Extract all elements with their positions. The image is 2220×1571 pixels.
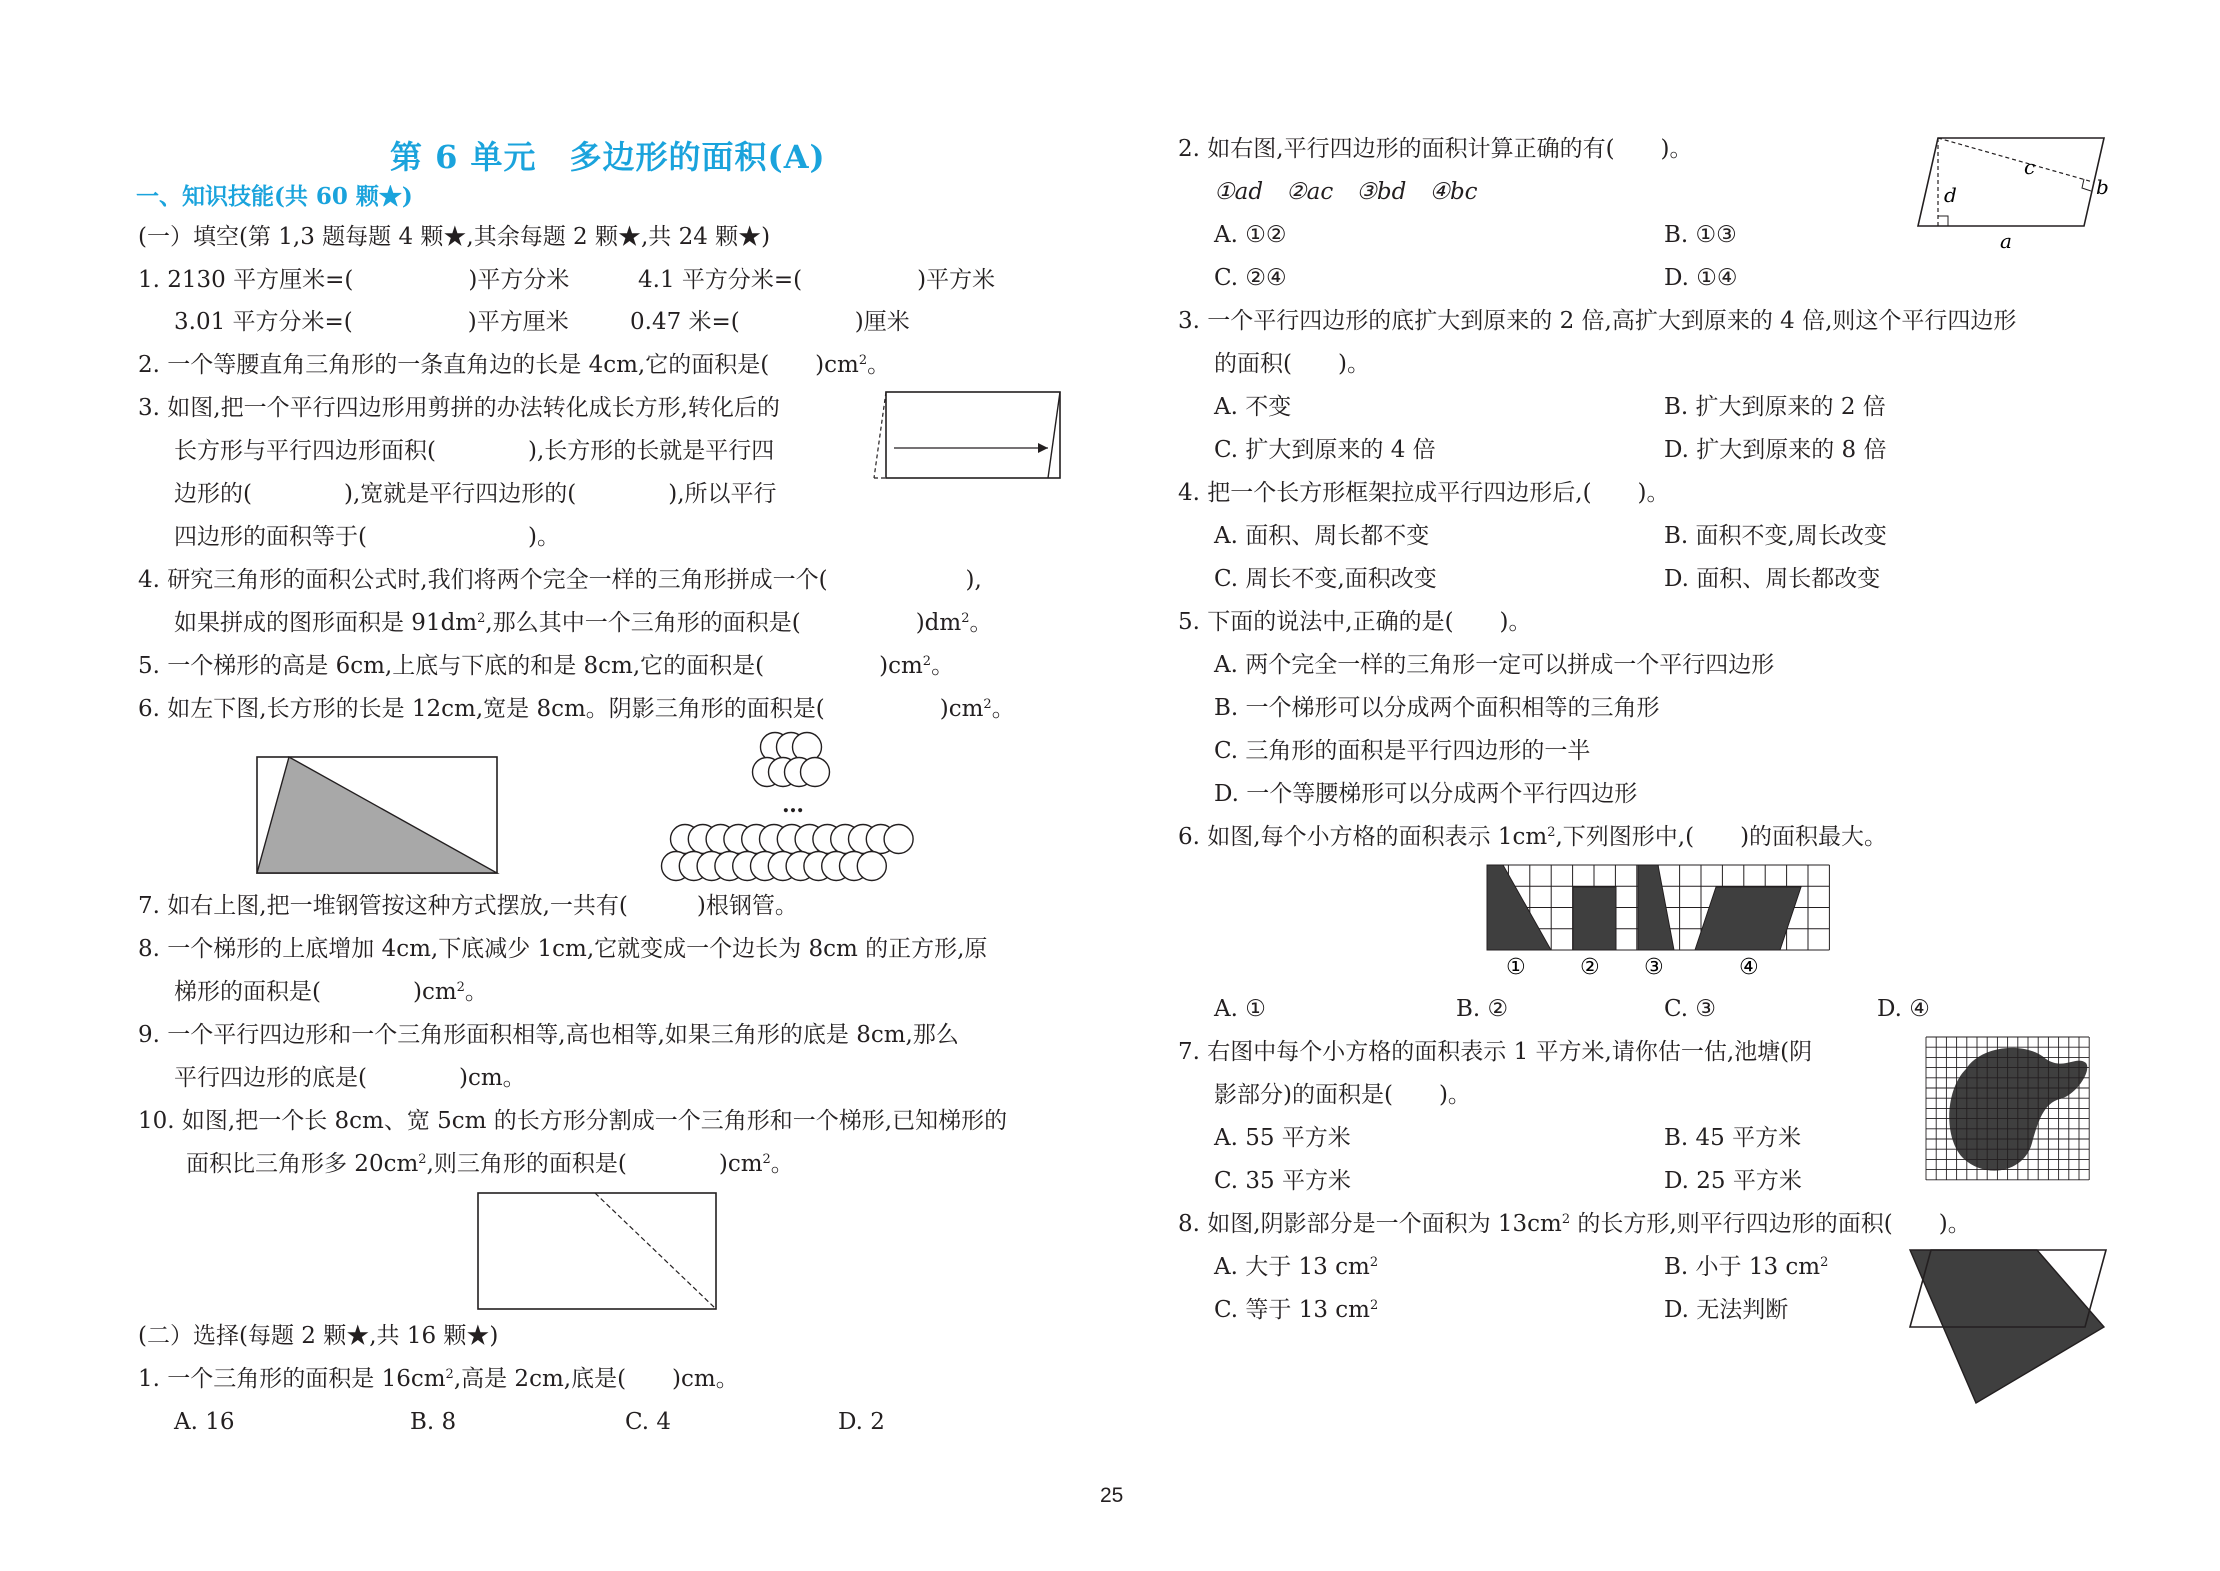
choice-q6-option-b: B. ② <box>1456 996 1509 1022</box>
choice-q7-option-d: D. 25 平方米 <box>1664 1168 1802 1194</box>
choice-q3-option-c: C. 扩大到原来的 4 倍 <box>1214 437 1436 463</box>
choice-q7-option-b: B. 45 平方米 <box>1664 1125 1802 1151</box>
choice-q6-option-d: D. ④ <box>1877 996 1930 1022</box>
fill-q3-line4: 四边形的面积等于( )。 <box>174 524 560 550</box>
choice-q8: 8. 如图,阴影部分是一个面积为 $13cm^2$ 的长方形,则平行四边形的面积( )。 <box>1178 1211 1971 1237</box>
choice-q1: 1. 一个三角形的面积是 $16cm^2$,高是 2cm,底是( )cm。 <box>138 1366 739 1392</box>
choice-q6: 6. 如图,每个小方格的面积表示 $1cm^2$,下列图形中,( )的面积最大。 <box>1178 824 1888 850</box>
choice-q8-option-a: A. 大于 13 $cm^2$ <box>1214 1254 1379 1280</box>
choice-q3-line1: 3. 一个平行四边形的底扩大到原来的 2 倍,高扩大到原来的 4 倍,则这个平行四边形 <box>1178 308 2017 334</box>
pond-grid-figure <box>1926 1037 2090 1181</box>
fill-header: (一）填空(第 1,3 题每题 4 颗★,其余每题 2 颗★,共 24 颗★) <box>138 224 771 250</box>
pipe-ellipsis: … <box>782 792 804 818</box>
pipe-circle <box>884 825 913 854</box>
choice-q4-option-d: D. 面积、周长都改变 <box>1664 566 1881 592</box>
fill-q2: 2. 一个等腰直角三角形的一条直角边的长是 4cm,它的面积是( )$cm^2$。 <box>138 352 891 378</box>
choice-q3-option-d: D. 扩大到原来的 8 倍 <box>1664 437 1887 463</box>
choice-header: (二）选择(每题 2 颗★,共 16 颗★) <box>138 1323 499 1349</box>
choice-q4: 4. 把一个长方形框架拉成平行四边形后,( )。 <box>1178 480 1670 506</box>
fill-q9-line2: 平行四边形的底是( )cm。 <box>174 1065 526 1091</box>
label-b: b <box>2096 175 2109 199</box>
shape-label-1: ① <box>1506 955 1526 980</box>
choice-q5: 5. 下面的说法中,正确的是( )。 <box>1178 609 1532 635</box>
shape-label-2: ② <box>1580 955 1600 980</box>
q3-figure <box>872 388 1064 484</box>
shape-label-4: ④ <box>1739 955 1759 980</box>
choice-q3-option-a: A. 不变 <box>1214 394 1292 420</box>
choice-q3-option-b: B. 扩大到原来的 2 倍 <box>1664 394 1886 420</box>
choice-q8-option-b: B. 小于 13 $cm^2$ <box>1664 1254 1829 1280</box>
choice-q1-option-a: A. 16 <box>174 1409 235 1435</box>
choice-q2-items: ①ad ②ac ③bd ④bc <box>1214 179 1478 205</box>
choice-q2-option-a: A. ①② <box>1214 222 1287 248</box>
choice-q2-option-d: D. ①④ <box>1664 265 1738 291</box>
choice-q4-option-b: B. 面积不变,周长改变 <box>1664 523 1887 549</box>
fill-q1d: 0.47 米=( )厘米 <box>630 309 910 335</box>
fill-q8-line2: 梯形的面积是( )$cm^2$。 <box>174 979 488 1005</box>
fill-q9-line1: 9. 一个平行四边形和一个三角形面积相等,高也相等,如果三角形的底是 8cm,那么 <box>138 1022 959 1048</box>
fill-q3-line2: 长方形与平行四边形面积( ),长方形的长就是平行四 <box>174 438 775 464</box>
choice-q5-option-b: B. 一个梯形可以分成两个面积相等的三角形 <box>1214 695 1660 721</box>
fill-q8-line1: 8. 一个梯形的上底增加 4cm,下底减少 1cm,它就变成一个边长为 8cm 的正方形,原 <box>138 936 988 962</box>
pipe-circle <box>801 758 830 787</box>
choice-q7-option-a: A. 55 平方米 <box>1214 1125 1351 1151</box>
label-a: a <box>2000 229 2012 253</box>
label-c: c <box>2024 155 2036 179</box>
choice-q1-option-b: B. 8 <box>410 1409 457 1435</box>
choice-q7-line1: 7. 右图中每个小方格的面积表示 1 平方米,请你估一估,池塘(阴 <box>1178 1039 1813 1065</box>
choice-q4-option-c: C. 周长不变,面积改变 <box>1214 566 1437 592</box>
pipe-circle <box>857 852 886 881</box>
shape-label-3: ③ <box>1644 955 1664 980</box>
q6-grid-figure <box>1486 864 1832 980</box>
choice-q1-option-d: D. 2 <box>838 1409 885 1435</box>
q10-figure <box>477 1192 719 1312</box>
fill-q3-line1: 3. 如图,把一个平行四边形用剪拼的办法转化成长方形,转化后的 <box>138 395 780 421</box>
choice-q5-option-a: A. 两个完全一样的三角形一定可以拼成一个平行四边形 <box>1214 652 1775 678</box>
choice-q6-option-a: A. ① <box>1214 996 1266 1022</box>
page-number: 25 <box>1100 1484 1124 1507</box>
fill-q4-line1: 4. 研究三角形的面积公式时,我们将两个完全一样的三角形拼成一个( ), <box>138 567 982 593</box>
fill-q4-line2: 如果拼成的图形面积是 $91dm^2$,那么其中一个三角形的面积是( )$dm^2$。 <box>174 610 993 636</box>
fill-q7: 7. 如右上图,把一堆钢管按这种方式摆放,一共有( )根钢管。 <box>138 893 798 919</box>
choice-q2-option-b: B. ①③ <box>1664 222 1737 248</box>
choice-q5-option-c: C. 三角形的面积是平行四边形的一半 <box>1214 738 1591 764</box>
choice-q4-option-a: A. 面积、周长都不变 <box>1214 523 1430 549</box>
choice-q5-option-d: D. 一个等腰梯形可以分成两个平行四边形 <box>1214 781 1638 807</box>
fill-q1b: 4.1 平方分米=( )平方米 <box>638 267 996 293</box>
label-d: d <box>1944 183 1957 207</box>
fill-q5: 5. 一个梯形的高是 6cm,上底与下底的和是 8cm,它的面积是( )$cm^2$。 <box>138 653 955 679</box>
q8-figure <box>1908 1249 2108 1407</box>
fill-q10-line1: 10. 如图,把一个长 8cm、宽 5cm 的长方形分割成一个三角形和一个梯形,已知梯形的 <box>138 1108 1008 1134</box>
fill-q3-line3: 边形的( ),宽就是平行四边形的( ),所以平行 <box>174 481 777 507</box>
choice-q7-line2: 影部分)的面积是( )。 <box>1214 1082 1471 1108</box>
fill-q10-line2: 面积比三角形多 $20cm^2$,则三角形的面积是( )$cm^2$。 <box>186 1151 794 1177</box>
fill-q1c: 3.01 平方分米=( )平方厘米 <box>174 309 569 335</box>
page-title: 第 6 单元 多边形的面积(A) <box>390 138 826 176</box>
choice-q1-option-c: C. 4 <box>625 1409 672 1435</box>
choice-q8-option-c: C. 等于 13 $cm^2$ <box>1214 1297 1379 1323</box>
choice-q2-option-c: C. ②④ <box>1214 265 1287 291</box>
choice-q8-option-d: D. 无法判断 <box>1664 1297 1789 1323</box>
q6-figure <box>256 756 500 876</box>
fill-q6: 6. 如左下图,长方形的长是 12cm,宽是 8cm。阴影三角形的面积是( )$cm^2$。 <box>138 696 1015 722</box>
choice-q3-line2: 的面积( )。 <box>1214 351 1370 377</box>
choice-q7-option-c: C. 35 平方米 <box>1214 1168 1351 1194</box>
fill-q1a: 1. 2130 平方厘米=( )平方分米 <box>138 267 570 293</box>
choice-q2: 2. 如右图,平行四边形的面积计算正确的有( )。 <box>1178 136 1693 162</box>
section-heading: 一、知识技能(共 60 颗★) <box>136 183 413 210</box>
q2-parallelogram-figure <box>1918 134 2109 253</box>
choice-q6-option-c: C. ③ <box>1664 996 1717 1022</box>
